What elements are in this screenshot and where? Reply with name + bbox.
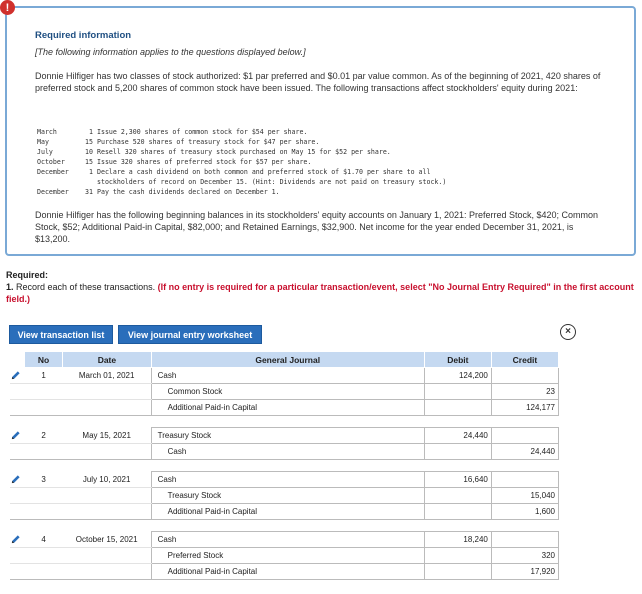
account-field[interactable]: Treasury Stock (151, 428, 424, 444)
spacer-cell (424, 460, 491, 472)
info-note: [The following information applies to the questions displayed below.] (35, 47, 306, 57)
date-column-header: Date (63, 352, 151, 368)
transaction-desc: Purchase 520 shares of treasury stock for $47 per share. (97, 138, 320, 146)
transaction-row (37, 147, 446, 157)
spacer-cell (151, 460, 424, 472)
transaction-desc: Issue 2,300 shares of common stock for $54 per share. (97, 128, 308, 136)
journal-row (10, 564, 559, 580)
credit-field[interactable] (491, 368, 558, 384)
edit-cell (10, 564, 25, 580)
edit-cell[interactable] (10, 368, 25, 384)
journal-row (10, 400, 559, 416)
entry-date (63, 504, 151, 520)
entry-date: May 15, 2021 (63, 428, 151, 444)
entry-date: July 10, 2021 (63, 472, 151, 488)
transaction-desc: Declare a cash dividend on both common and preferred stock of $1.70 per share to all (97, 168, 431, 176)
debit-field[interactable]: 124,200 (424, 368, 491, 384)
transaction-day: 15 (85, 158, 93, 166)
debit-field[interactable] (424, 504, 491, 520)
transaction-month: December (37, 188, 69, 196)
account-column-header: General Journal (151, 352, 424, 368)
debit-field[interactable] (424, 400, 491, 416)
credit-field[interactable] (491, 428, 558, 444)
entry-date (63, 384, 151, 400)
journal-row (10, 368, 559, 384)
edit-pencil-icon[interactable] (10, 430, 21, 441)
transaction-day: 10 (85, 148, 93, 156)
required-label: Required: (6, 270, 49, 280)
edit-column-header (10, 352, 25, 368)
entry-number (24, 400, 62, 416)
spacer-cell (10, 520, 25, 532)
info-balances: Donnie Hilfiger has the following beginning balances in its stockholders' equity accounts on January 1, 2021: Preferred Stock, $420; Common Stock, $52; Additional Paid-in Capital, $82,000; and Retained Earnings, $32,900. Net income for the year ended December 31, 2021, is $13,200. (35, 210, 599, 244)
spacer-cell (10, 460, 25, 472)
entry-number (24, 488, 62, 504)
journal-row (10, 428, 559, 444)
transaction-month: July (37, 148, 53, 156)
edit-cell[interactable] (10, 472, 25, 488)
transaction-month: October (37, 158, 65, 166)
entry-date (63, 548, 151, 564)
edit-cell (10, 488, 25, 504)
account-field[interactable]: Cash (151, 444, 424, 460)
journal-row (10, 488, 559, 504)
account-field[interactable]: Common Stock (151, 384, 424, 400)
spacer-cell (424, 416, 491, 428)
transaction-month (37, 177, 85, 187)
journal-row (10, 444, 559, 460)
account-field[interactable]: Cash (151, 472, 424, 488)
credit-field[interactable]: 23 (491, 384, 558, 400)
journal-row (10, 504, 559, 520)
edit-cell (10, 400, 25, 416)
account-field[interactable]: Treasury Stock (151, 488, 424, 504)
transaction-row (37, 157, 446, 167)
transaction-day: 31 (85, 188, 93, 196)
account-field[interactable]: Cash (151, 532, 424, 548)
transaction-day: 15 (85, 138, 93, 146)
spacer-cell (151, 520, 424, 532)
debit-field[interactable] (424, 384, 491, 400)
no-column-header: No (24, 352, 62, 368)
entry-date (63, 488, 151, 504)
entry-number (24, 548, 62, 564)
edit-cell[interactable] (10, 428, 25, 444)
account-field[interactable]: Additional Paid-in Capital (151, 504, 424, 520)
transaction-month: May (37, 138, 49, 146)
journal-row (10, 548, 559, 564)
credit-field[interactable]: 17,920 (491, 564, 558, 580)
spacer-cell (151, 416, 424, 428)
entry-date (63, 444, 151, 460)
spacer-cell (63, 460, 151, 472)
edit-pencil-icon[interactable] (10, 534, 21, 545)
entry-number (24, 564, 62, 580)
transaction-month: December (37, 168, 69, 176)
debit-field[interactable] (424, 564, 491, 580)
info-title: Required information (35, 30, 132, 41)
close-icon[interactable]: × (560, 324, 576, 340)
journal-row (10, 472, 559, 488)
spacer-cell (10, 416, 25, 428)
entry-spacer (10, 460, 559, 472)
debit-field[interactable]: 24,440 (424, 428, 491, 444)
transaction-desc: Issue 320 shares of preferred stock for $57 per share. (97, 158, 312, 166)
entry-date: October 15, 2021 (63, 532, 151, 548)
journal-header-row (10, 352, 559, 368)
entry-date (63, 564, 151, 580)
debit-field[interactable] (424, 444, 491, 460)
required-instruction: (If no entry is required for a particular transaction/event, select "No Journal Entry Required" in the first account field.) (6, 282, 634, 304)
transaction-day: 1 (89, 128, 93, 136)
credit-field[interactable] (491, 472, 558, 488)
entry-number: 3 (24, 472, 62, 488)
entry-date (63, 400, 151, 416)
entry-number (24, 444, 62, 460)
transactions-table (37, 127, 446, 197)
view-journal-entry-worksheet-button[interactable]: View journal entry worksheet (118, 325, 262, 344)
credit-field[interactable]: 24,440 (491, 444, 558, 460)
spacer-cell (491, 520, 558, 532)
spacer-cell (491, 460, 558, 472)
transaction-row (37, 177, 446, 187)
debit-field[interactable] (424, 488, 491, 504)
credit-field[interactable]: 15,040 (491, 488, 558, 504)
required-number: 1. (6, 282, 14, 292)
entry-date: March 01, 2021 (63, 368, 151, 384)
journal-row (10, 532, 559, 548)
transaction-day: 1 (89, 168, 93, 176)
account-field[interactable]: Cash (151, 368, 424, 384)
entry-number: 2 (24, 428, 62, 444)
transaction-desc: Resell 320 shares of treasury stock purchased on May 15 for $52 per share. (97, 148, 391, 156)
entry-spacer (10, 520, 559, 532)
entry-number (24, 504, 62, 520)
edit-cell (10, 504, 25, 520)
alert-icon: ! (0, 0, 15, 15)
transaction-day (85, 177, 97, 187)
edit-pencil-icon[interactable] (10, 474, 21, 485)
spacer-cell (491, 416, 558, 428)
credit-column-header: Credit (491, 352, 558, 368)
required-instructions (6, 281, 636, 305)
journal-table (9, 351, 559, 580)
transaction-row (37, 127, 446, 137)
info-intro: Donnie Hilfiger has two classes of stock authorized: $1 par preferred and $0.01 par value common. As of the beginning of 2021, 420 shares of preferred stock and 5,200 shares of common stock have been issued. The following transactions affect stockholders' equity during 2021: (35, 71, 601, 93)
edit-cell (10, 444, 25, 460)
view-transaction-list-button[interactable]: View transaction list (9, 325, 113, 344)
spacer-cell (63, 520, 151, 532)
transaction-month: March (37, 128, 57, 136)
required-text: Record each of these transactions. (16, 282, 156, 292)
transaction-row (37, 167, 446, 177)
debit-field[interactable]: 16,640 (424, 472, 491, 488)
entry-number: 4 (24, 532, 62, 548)
edit-cell[interactable] (10, 532, 25, 548)
entry-number (24, 384, 62, 400)
entry-spacer (10, 416, 559, 428)
spacer-cell (424, 520, 491, 532)
edit-cell (10, 384, 25, 400)
credit-field[interactable] (491, 532, 558, 548)
debit-column-header: Debit (424, 352, 491, 368)
debit-field[interactable] (424, 548, 491, 564)
credit-field[interactable]: 320 (491, 548, 558, 564)
edit-cell (10, 548, 25, 564)
transaction-desc: stockholders of record on December 15. (Hint: Dividends are not paid on treasury stock.) (97, 178, 447, 186)
account-field[interactable]: Additional Paid-in Capital (151, 400, 424, 416)
transaction-row (37, 187, 446, 197)
entry-number: 1 (24, 368, 62, 384)
spacer-cell (24, 460, 62, 472)
transaction-desc: Pay the cash dividends declared on December 1. (97, 188, 280, 196)
transaction-row (37, 137, 446, 147)
spacer-cell (24, 520, 62, 532)
debit-field[interactable]: 18,240 (424, 532, 491, 548)
edit-pencil-icon[interactable] (10, 370, 21, 381)
account-field[interactable]: Additional Paid-in Capital (151, 564, 424, 580)
journal-row (10, 384, 559, 400)
required-information-panel (5, 6, 636, 256)
credit-field[interactable]: 124,177 (491, 400, 558, 416)
account-field[interactable]: Preferred Stock (151, 548, 424, 564)
spacer-cell (63, 416, 151, 428)
credit-field[interactable]: 1,600 (491, 504, 558, 520)
spacer-cell (24, 416, 62, 428)
